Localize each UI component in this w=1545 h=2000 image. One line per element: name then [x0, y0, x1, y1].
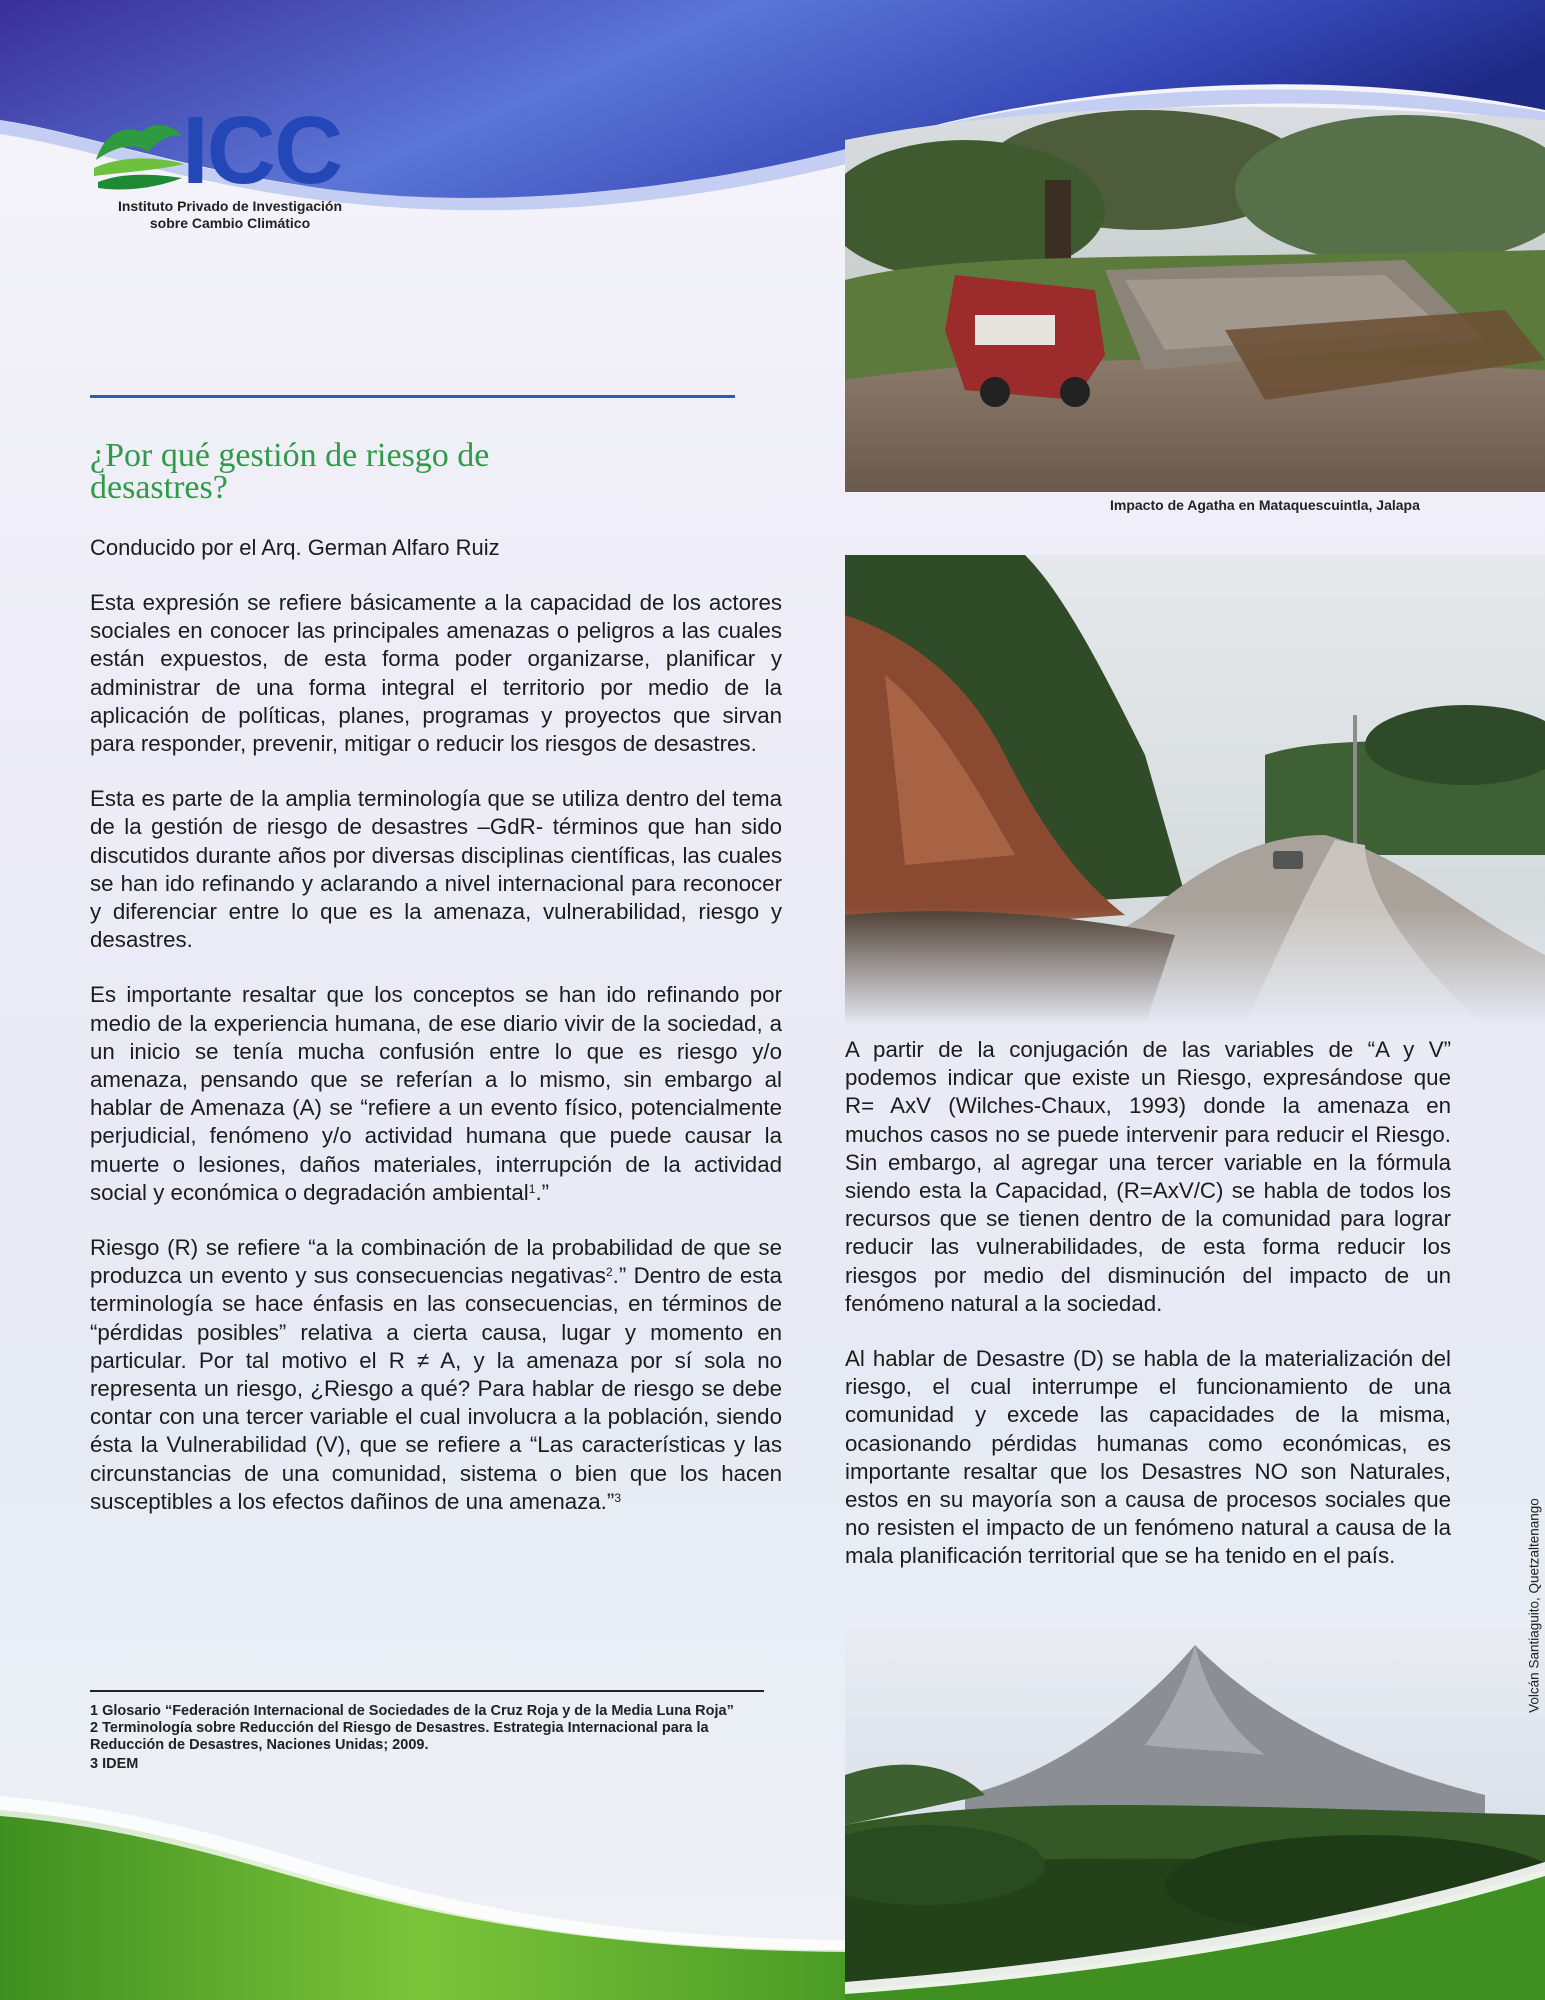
paragraph-3-text: Es importante resaltar que los conceptos se han ido refinando por medio de la experiencia humana, de ese diario vivir de la sociedad, a un inicio se tenía mucha confusión entre lo que es riesgo y/o amenaza, pensando que se referían a lo mismo, sin embargo al hablar de Amenaza (A) se “refiere a un evento físico, potencialmente perjudicial, fenómeno y/o actividad humana que puede causar la muerte o lesiones, daños materiales, interrupción de la actividad social y económica o degradación ambiental: [90, 982, 782, 1205]
landslide-road-image: [845, 555, 1545, 1025]
photo-landslide-road: [845, 555, 1545, 1025]
institute-name: [110, 198, 350, 232]
paragraph-3: [90, 981, 782, 1207]
paragraph-3-end: .”: [535, 1179, 550, 1205]
paragraph-4b-text: Dentro de esta terminología se hace énfasis en las consecuencias, en términos de “pérdidas posibles” relativa a cierta causa, lugar y momento en particular. Por tal motivo el R ≠ A, y la amenaza por sí sola no representa un riesgo, ¿Riesgo a qué? Para hablar de riesgo se debe contar con una tercer variable el cual involucra a la población, siendo ésta la Vulnerabilidad (V), que se refiere a “Las características y las circunstancias de una comunidad, sistema o bien que los hacen susceptibles a los efectos dañinos de una amenaza.”: [90, 1263, 782, 1514]
institute-name-line-1: Instituto Privado de Investigación: [117, 198, 343, 214]
title-rule: [90, 395, 735, 398]
article-title-line-1: ¿Por qué gestión de riesgo de: [90, 437, 490, 474]
paragraph-4: [90, 1234, 782, 1516]
paragraph-1: Esta expresión se refiere básicamente a la capacidad de los actores sociales en conocer las principales amenazas o peligros a las cuales están expuestos, de esta forma poder organizarse, planificar y administrar de una forma integral el territorio por medio de la aplicación de políticas, planes, programas y proyectos que sirvan para responder, prevenir, mitigar o reducir los riesgos de desastres.: [90, 590, 782, 757]
flood-damage-image: [845, 100, 1545, 492]
article-title: [90, 437, 670, 506]
logo-mark-icon: [90, 112, 186, 202]
footnote-ref-3[interactable]: 3: [614, 1490, 621, 1505]
photo-flood-damage: [845, 100, 1545, 492]
paragraph-2: Esta es parte de la amplia terminología que se utiliza dentro del tema de la gestión de riesgo de desastres –GdR- términos que han sido discutidos durante años por diversas disciplinas científicas, las cuales se han ido refinando y aclarando a nivel internacional para reconocer y diferenciar entre lo que es la amenaza, vulnerabilidad, riesgo y desastres.: [90, 786, 782, 953]
footnote-1: 1 Glosario “Federación Internacional de Sociedades de la Cruz Roja y de la Media Luna Roja”: [90, 1703, 734, 1719]
logo-text: ICC: [182, 97, 342, 204]
photo-caption-top: Impacto de Agatha en Mataquescuintla, Jalapa: [1110, 497, 1420, 513]
article-title-line-2: desastres?: [90, 469, 228, 506]
photo-caption-bottom: Volcán Santiaguito, Quetzaltenango: [1526, 1498, 1542, 1713]
paragraph-4-end: .”: [612, 1263, 627, 1289]
footnote-rule: [90, 1690, 764, 1692]
bottom-green-wave: [0, 1700, 1545, 2000]
left-column: [90, 589, 782, 1516]
institute-name-line-2: sobre Cambio Climático: [149, 215, 311, 231]
logo: [90, 97, 370, 238]
footnote-2: 2 Terminología sobre Reducción del Riesgo de Desastres. Estrategia Internacional para la Reducción de Desastres, Naciones Unidas; 2009.: [90, 1720, 709, 1753]
footnote-3: 3 IDEM: [90, 1756, 139, 1772]
paragraph-4-text: Riesgo (R) se refiere “a la combinación de la probabilidad de que se produzca un evento y sus consecuencias negativas: [90, 1235, 782, 1289]
footnote-ref-1[interactable]: 1: [528, 1181, 536, 1196]
byline: Conducido por el Arq. German Alfaro Ruiz: [90, 535, 500, 560]
footnote-ref-2[interactable]: 2: [605, 1265, 613, 1280]
right-column: [845, 1036, 1451, 1571]
paragraph-6: A partir de la conjugación de las variables de “A y V” podemos indicar que existe un Riesgo, expresándose que R= AxV (Wilches-Chaux, 1993) donde la amenaza en muchos casos no se puede intervenir para reducir el Riesgo. Sin embargo, al agregar una tercer variable en la fórmula siendo esta la Capacidad, (R=AxV/C) se habla de todos los recursos que se tienen dentro de la comunidad para lograr reducir las vulnerabilidades, de esta forma reducir los riesgos por medio del disminución del impacto de un fenómeno natural a la sociedad.: [845, 1037, 1451, 1316]
paragraph-7: Al hablar de Desastre (D) se habla de la materialización del riesgo, el cual interrumpe el funcionamiento de una comunidad y excede las capacidades de la misma, ocasionando pérdidas humanas como económicas, es importante resaltar que los Desastres NO son Naturales, estos en su mayoría son a causa de procesos sociales que no resisten el impacto de un fenómeno natural a causa de la mala planificación territorial que se ha tenido en el país.: [845, 1346, 1451, 1569]
